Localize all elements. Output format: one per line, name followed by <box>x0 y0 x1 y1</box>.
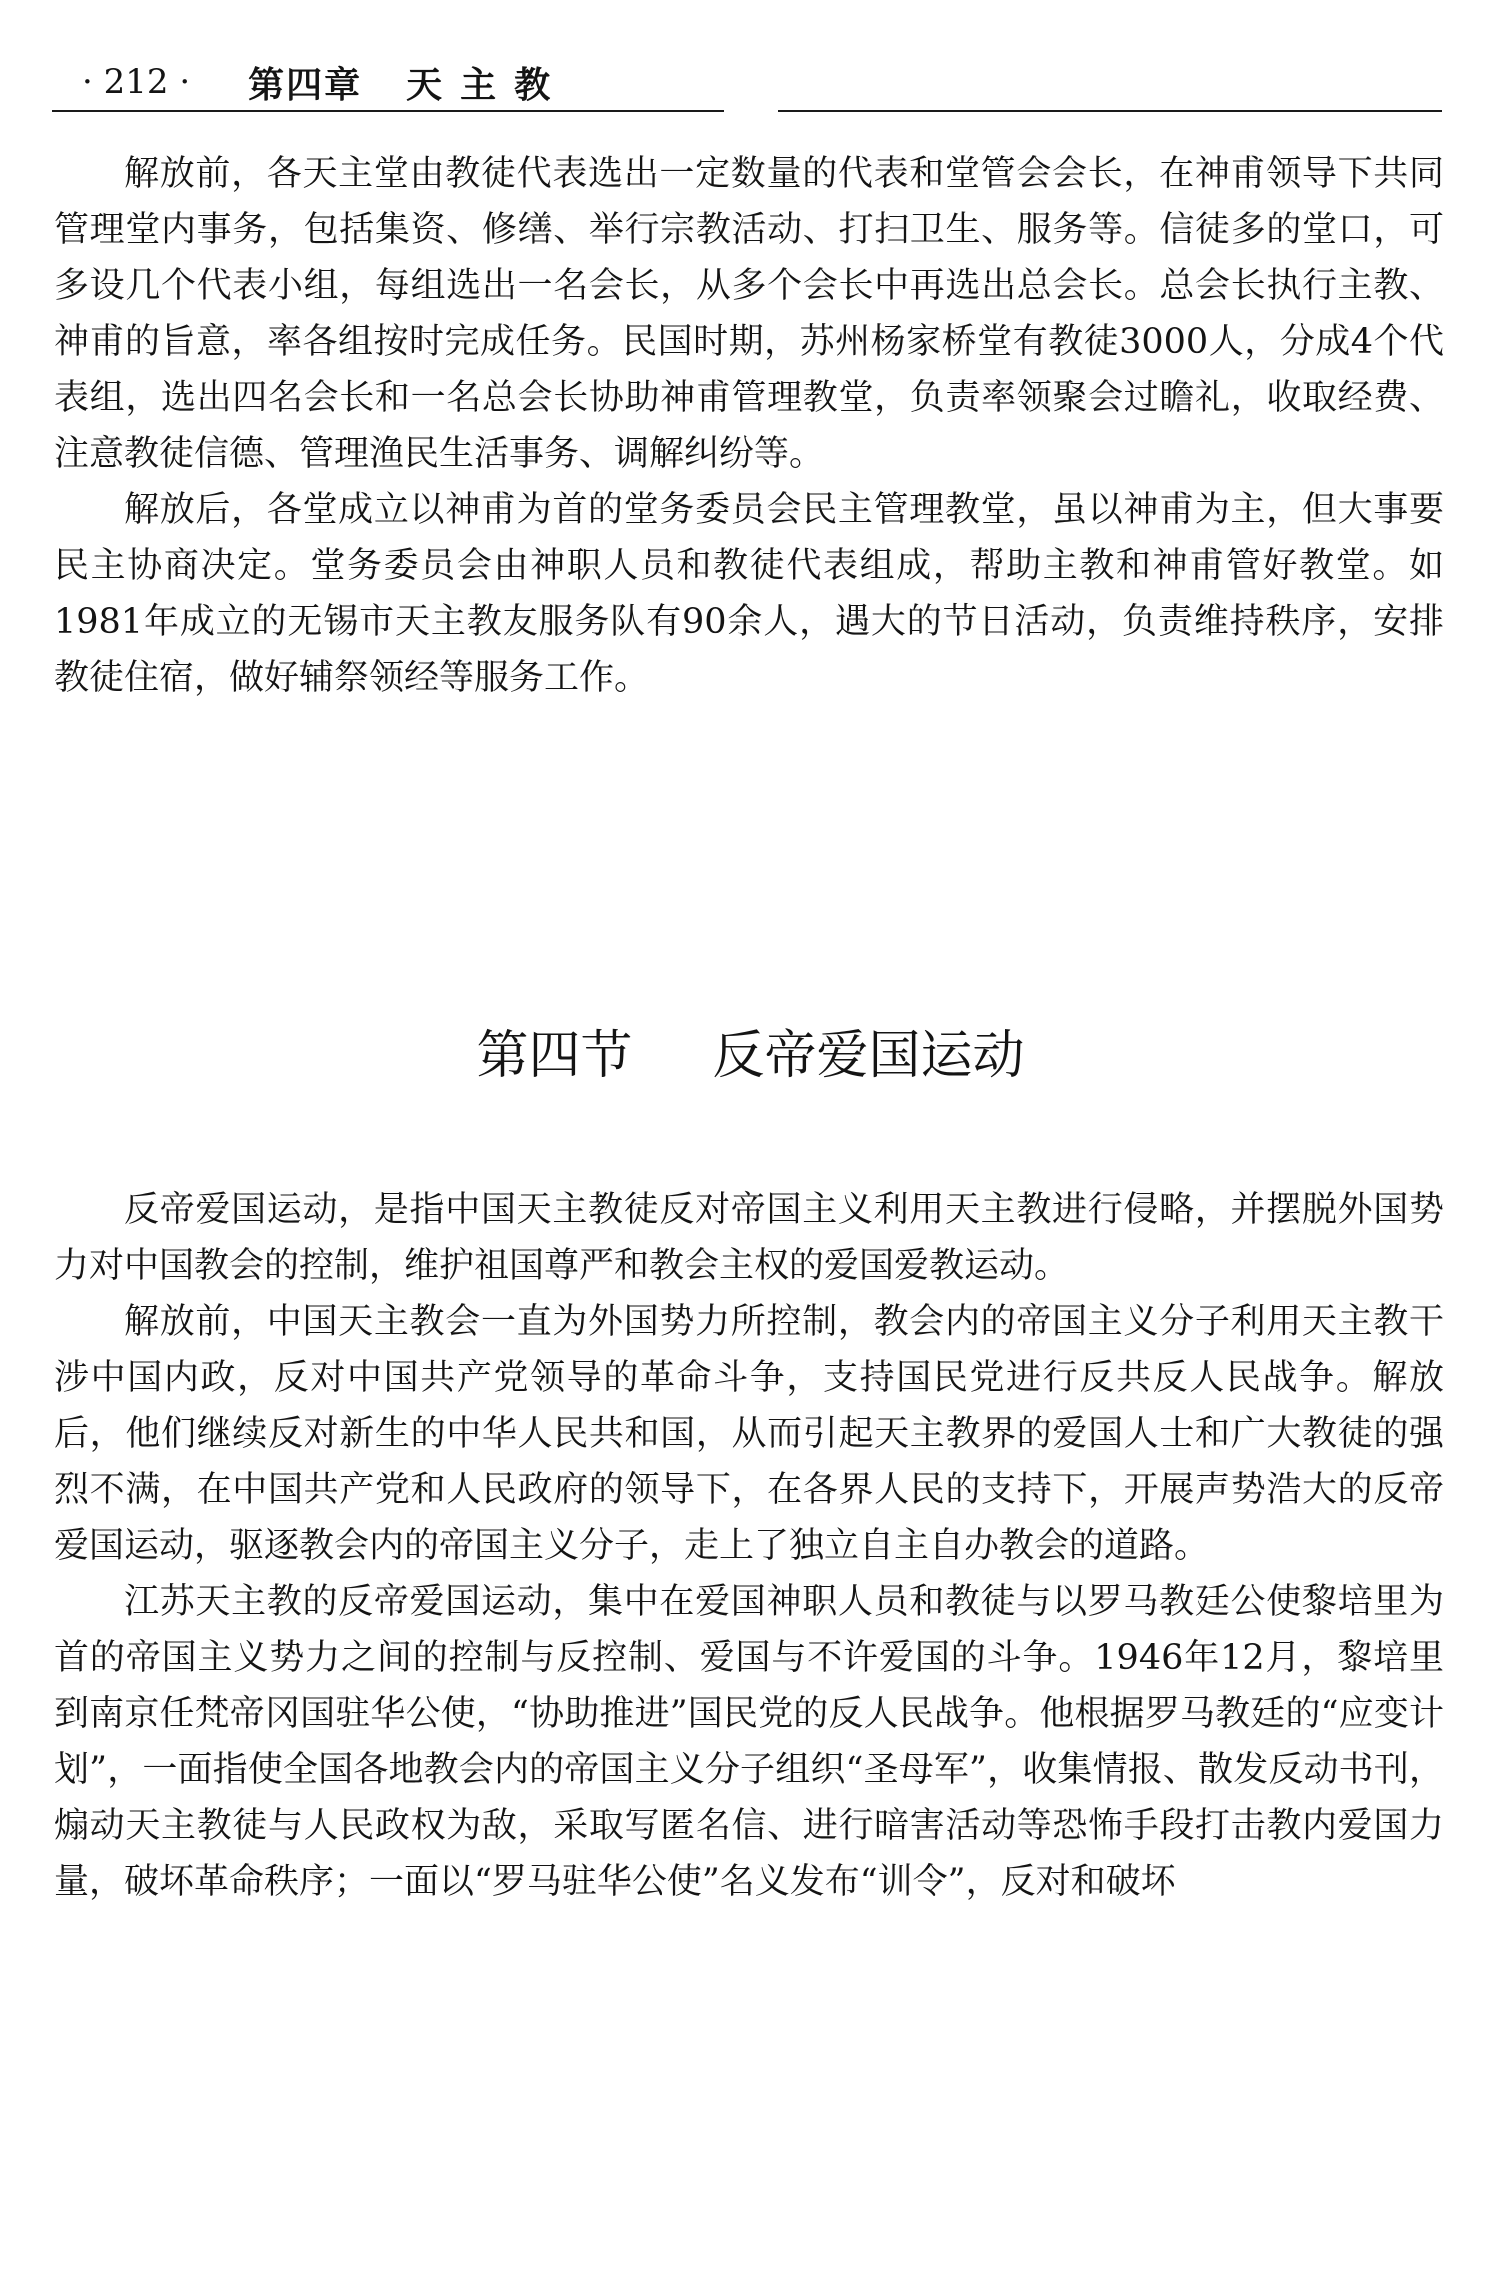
section-number: 第四节 <box>476 1026 633 1086</box>
paragraph: 解放后，各堂成立以神甫为首的堂务委员会民主管理教堂，虽以神甫为主，但大事要民主协商决定。堂务委员会由神职人员和教徒代表组成，帮助主教和神甫管好教堂。如1981年成立的无锡市天主教友服务队有90余人，遇大的节日活动，负责维持秩序，安排教徒住宿，做好辅祭领经等服务工作。 <box>54 490 1444 698</box>
chapter-subject: 天主教 <box>406 64 569 106</box>
header-rule-left <box>52 110 724 112</box>
section-title: 反帝爱国运动 <box>712 1026 1025 1086</box>
running-header <box>82 52 568 112</box>
paragraph: 江苏天主教的反帝爱国运动，集中在爱国神职人员和教徒与以罗马教廷公使黎培里为首的帝国主义势力之间的控制与反控制、爱国与不许爱国的斗争。1946年12月，黎培里到南京任梵帝冈国驻华公使，“协助推进”国民党的反人民战争。他根据罗马教廷的“应变计划”，一面指使全国各地教会内的帝国主义分子组织“圣母军”，收集情报、散发反动书刊，煽动天主教徒与人民政权为敌，采取写匿名信、进行暗害活动等恐怖手段打击教内爱国力量，破坏革命秩序；一面以“罗马驻华公使”名义发布“训令”，反对和破坏 <box>54 1582 1444 1902</box>
top-text-block <box>54 146 1444 706</box>
header-rule-right <box>778 110 1442 112</box>
paragraph: 反帝爱国运动，是指中国天主教徒反对帝国主义利用天主教进行侵略，并摆脱外国势力对中国教会的控制，维护祖国尊严和教会主权的爱国爱教运动。 <box>54 1190 1444 1286</box>
chapter-label: 第四章 <box>248 64 363 106</box>
paragraph: 解放前，各天主堂由教徒代表选出一定数量的代表和堂管会会长，在神甫领导下共同管理堂内事务，包括集资、修缮、举行宗教活动、打扫卫生、服务等。信徒多的堂口，可多设几个代表小组，每组选出一名会长，从多个会长中再选出总会长。总会长执行主教、神甫的旨意，率各组按时完成任务。民国时期，苏州杨家桥堂有教徒3000人，分成4个代表组，选出四名会长和一名总会长协助神甫管理教堂，负责率领聚会过瞻礼，收取经费、注意教徒信德、管理渔民生活事务、调解纠纷等。 <box>54 154 1444 474</box>
paragraph: 解放前，中国天主教会一直为外国势力所控制，教会内的帝国主义分子利用天主教干涉中国内政，反对中国共产党领导的革命斗争，支持国民党进行反共反人民战争。解放后，他们继续反对新生的中华人民共和国，从而引起天主教界的爱国人士和广大教徒的强烈不满，在中国共产党和人民政府的领导下，在各界人民的支持下，开展声势浩大的反帝爱国运动，驱逐教会内的帝国主义分子，走上了独立自主自办教会的道路。 <box>54 1302 1444 1566</box>
bottom-text-block <box>54 1182 1444 1910</box>
section-heading <box>0 1022 1501 1090</box>
page-number: · 212 · <box>82 62 191 102</box>
